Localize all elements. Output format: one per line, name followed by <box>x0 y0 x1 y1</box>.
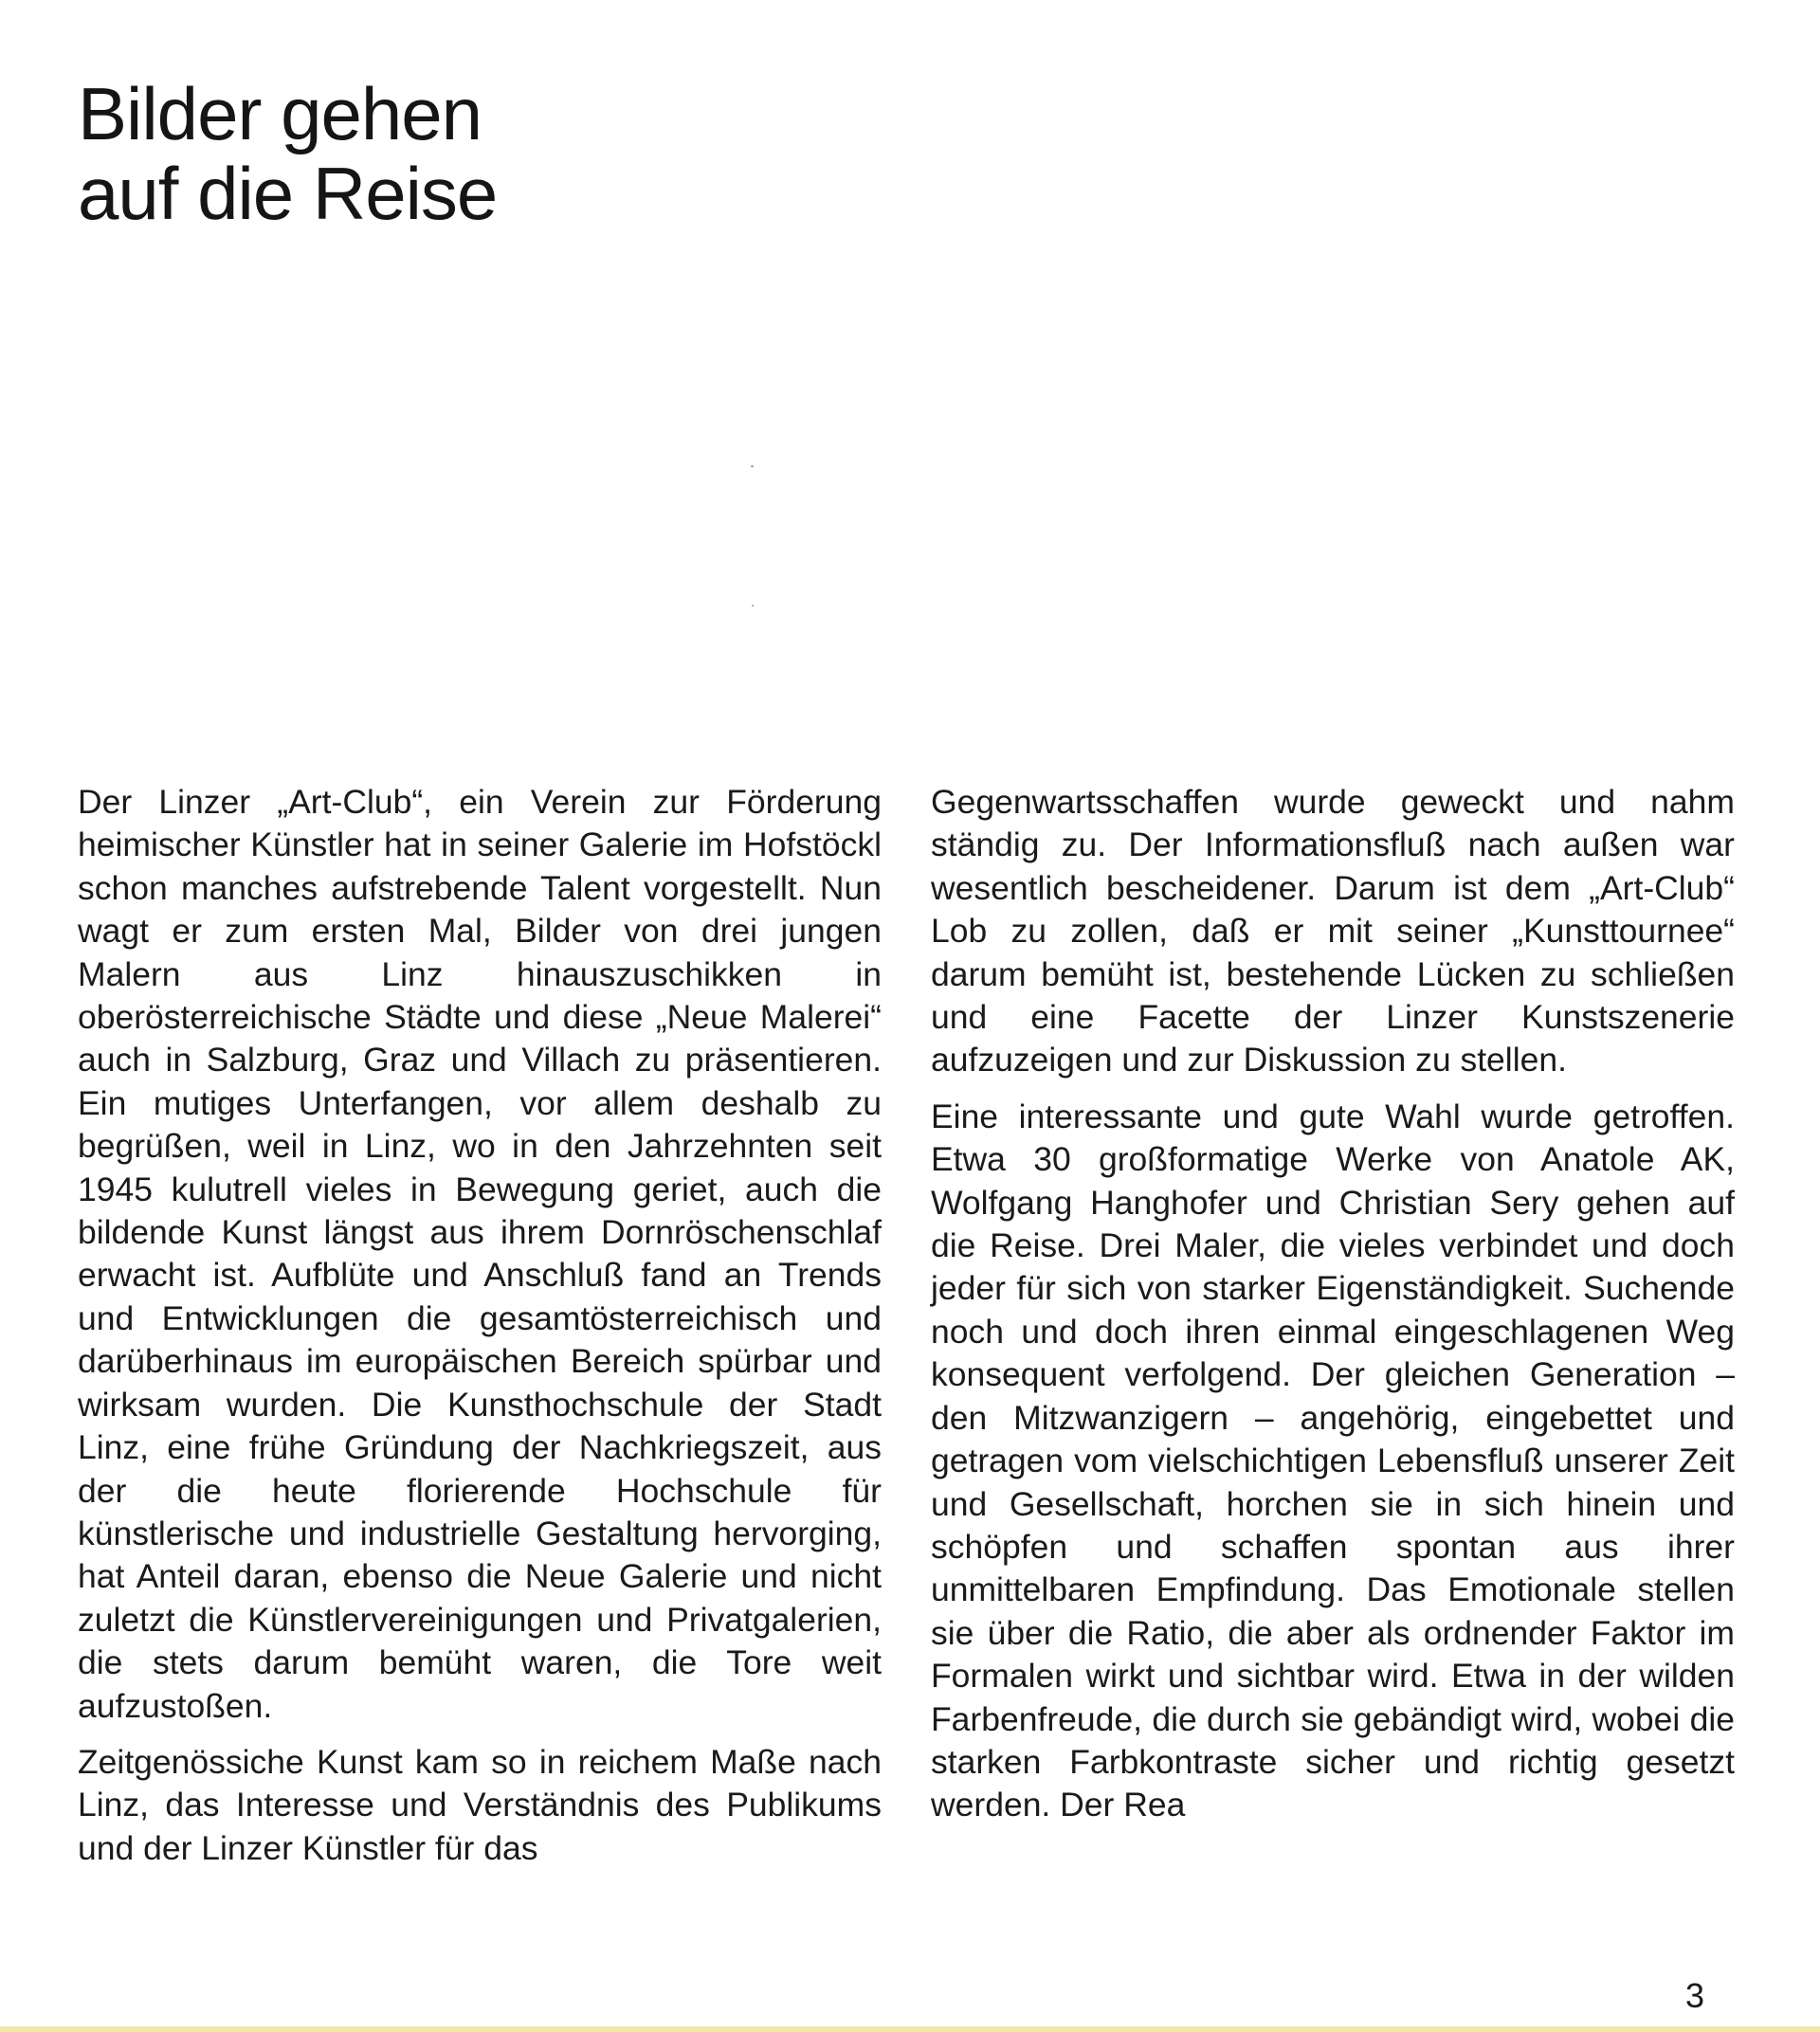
paragraph: Eine interessante und gute Wahl wurde getroffen. Etwa 30 großformatige Werke von Anatole AK, Wolfgang Hanghofer und Christian Sery gehen auf die Reise. Drei Maler, die vieles verbindet und doch jeder für sich von starker Eigenständigkeit. Suchende noch und doch ihren einmal eingeschlagenen Weg konsequent verfolgend. Der gleichen Generation – den Mitzwanzigern – angehörig, eingebettet und getragen vom vielschichtigen Lebensfluß unserer Zeit und Gesellschaft, horchen sie in sich hinein und schöpfen und schaffen spontan aus ihrer unmittelbaren Empfindung. Das Emotionale stellen sie über die Ratio, die aber als ordnender Faktor im Formalen wirkt und sichtbar wird. Etwa in der wilden Farbenfreude, die durch sie gebändigt wird, wobei die starken Farbkontraste sicher und richtig gesetzt werden. Der Rea <box>931 1097 1735 1824</box>
article-title <box>78 74 497 233</box>
text-column-right <box>931 781 1735 1841</box>
paragraph: Der Linzer „Art-Club“, ein Verein zur Förderung heimischer Künstler hat in seiner Galerie im Hofstöckl schon manches aufstrebende Talent vorgestellt. Nun wagt er zum ersten Mal, Bilder von drei jungen Malern aus Linz hinauszuschikken in oberösterreichische Städte und diese „Neue Malerei“ auch in Salzburg, Graz und Villach zu präsentieren. Ein mutiges Unterfangen, vor allem deshalb zu begrüßen, weil in Linz, wo in den Jahrzehnten seit 1945 kulutrell vieles in Bewegung geriet, auch die bildende Kunst längst aus ihrem Dornröschenschlaf erwacht ist. Aufblüte und Anschluß fand an Trends und Entwicklungen die gesamtösterreichisch und darüberhinaus im europäischen Bereich spürbar und wirksam wurden. Die Kunsthochschule der Stadt Linz, eine frühe Gründung der Nachkriegszeit, aus der die heute florierende Hochschule für künstlerische und industrielle Gestaltung hervorging, hat Anteil daran, ebenso die Neue Galerie und nicht zuletzt die Künstlervereinigungen und Privatgalerien, die stets darum bemüht waren, die Tore weit aufzustoßen. <box>78 783 882 1725</box>
title-line-2: auf die Reise <box>78 152 498 235</box>
text-column-left <box>78 781 882 1883</box>
page-number: 3 <box>1685 1976 1705 2015</box>
title-line-1: Bilder gehen <box>78 72 482 155</box>
page-edge-strip <box>0 2026 1820 2032</box>
paragraph: Zeitgenössiche Kunst kam so in reichem Maße nach Linz, das Interesse und Verständnis des Publikums und der Linzer Künstler für das <box>78 1742 882 1867</box>
scan-speck <box>751 465 754 467</box>
scan-speck <box>752 605 754 607</box>
paragraph: Gegenwartsschaffen wurde geweckt und nahm ständig zu. Der Informationsfluß nach außen war wesentlich bescheidener. Darum ist dem „Art-Club“ Lob zu zollen, daß er mit seiner „Kunsttournee“ darum bemüht ist, bestehende Lücken zu schließen und eine Facette der Linzer Kunstszenerie aufzuzeigen und zur Diskussion zu stellen. <box>931 783 1735 1080</box>
